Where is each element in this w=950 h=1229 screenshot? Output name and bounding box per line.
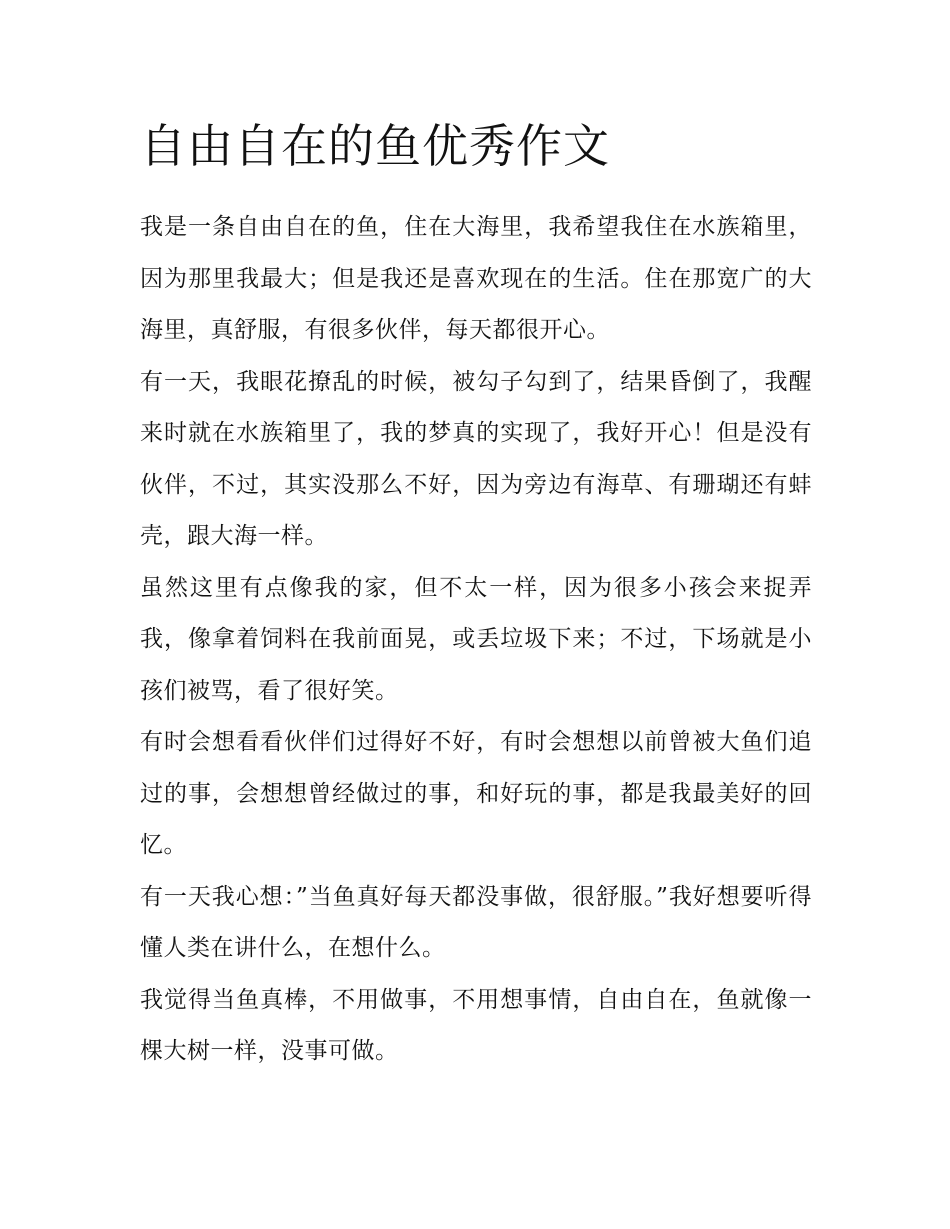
document-body — [140, 112, 812, 1078]
paragraph-4: 有时会想看看伙伴们过得好不好，有时会想想以前曾被大鱼们追过的事，会想想曾经做过的事，和好玩的事，都是我最美好的回忆。 — [140, 729, 812, 858]
paragraph-6: 我觉得当鱼真棒，不用做事，不用想事情，自由自在，鱼就像一棵大树一样，没事可做。 — [140, 986, 812, 1064]
paragraph-3: 虽然这里有点像我的家，但不太一样，因为很多小孩会来捉弄我，像拿着饲料在我前面晃，或丢垃圾下来；不过，下场就是小孩们被骂，看了很好笑。 — [140, 574, 812, 704]
paragraph-1: 我是一条自由自在的鱼，住在大海里，我希望我住在水族箱里，因为那里我最大；但是我还是喜欢现在的生活。住在那宽广的大海里，真舒服，有很多伙伴，每天都很开心。 — [140, 214, 812, 343]
page-title: 自由自在的鱼优秀作文 — [140, 119, 610, 173]
paragraph-2: 有一天，我眼花撩乱的时候，被勾子勾到了，结果昏倒了，我醒来时就在水族箱里了，我的梦真的实现了，我好开心！但是没有伙伴，不过，其实没那么不好，因为旁边有海草、有珊瑚还有蚌壳，跟大海一样。 — [140, 368, 812, 549]
paragraph-5: 有一天我心想：”当鱼真好每天都没事做，很舒服。”我好想要听得懂人类在讲什么，在想什么。 — [140, 883, 812, 961]
